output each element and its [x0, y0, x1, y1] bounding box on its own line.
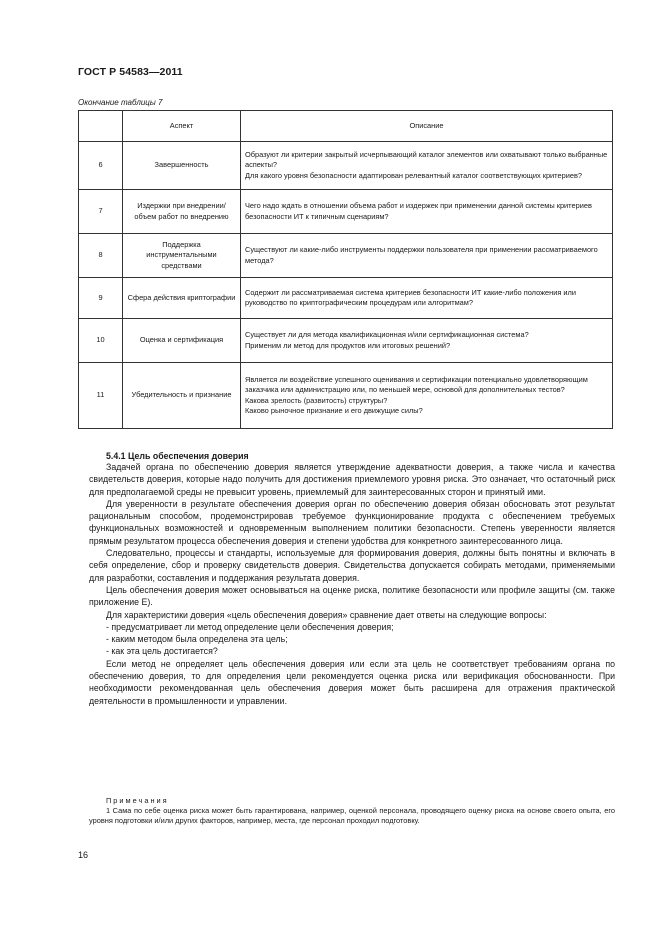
paragraph: Для уверенности в результате обеспечения доверия орган по обеспечению доверия обязан обосновать этот результат рациональным способом, продемонстрировав требуемое функционирование продукта с обеспечением требуемых функциональных возможностей и одновременным выполнением политики безопасности. Степень уверенности является прямым результатом процесса обеспечения доверия и степени удобства для конкретного заинтересованного лица. [89, 498, 615, 546]
table-header-row [79, 111, 613, 142]
paragraph: Для характеристики доверия «цель обеспечения доверия» сравнение дает ответы на следующие вопросы: [106, 609, 547, 620]
standard-number: ГОСТ Р 54583—2011 [78, 66, 183, 78]
row-description: Содержит ли рассматриваемая система критериев безопасности ИТ какие-либо положения или руководство по криптографическим процедурам или алгоритмам? [241, 278, 613, 319]
table-row [79, 234, 613, 278]
row-number: 8 [79, 234, 123, 278]
row-description: Образуют ли критерии закрытый исчерпывающий каталог элементов или охватывают только выбранные аспекты? Для какого уровня безопасности адаптирован релевантный каталог соответствующих критериев? [241, 142, 613, 190]
row-aspect: Сфера действия криптографии [123, 278, 241, 319]
section-body [89, 461, 615, 707]
table-row [79, 190, 613, 234]
table-row [79, 319, 613, 363]
row-description: Является ли воздействие успешного оценивания и сертификации потенциально удовлетворяющим заказчика или администрацию или, по меньшей мере, основой для дополнительных тестов? Какова зрелость (развитость) структуры? Каково рыночное признание и его движущие силы? [241, 363, 613, 429]
paragraph: Следовательно, процессы и стандарты, используемые для формирования доверия, должны быть понятны и включать в себя определение, сбор и проверку свидетельств доверия. Свидетельства допускается собирать методами, применяемыми для разработки, составления и поддержания результата доверия. [89, 548, 615, 583]
list-item: - предусматривает ли метод определение цели обеспечения доверия; [106, 621, 394, 632]
list-item: - как эта цель достигается? [106, 646, 218, 657]
row-aspect: Завершенность [123, 142, 241, 190]
table-row [79, 278, 613, 319]
paragraph: Задачей органа по обеспечению доверия является утверждение адекватности доверия, а также числа и качества свидетельств доверия, которые надо получить для достижения приемлемого уровня риска. Это означает, что остаточный риск для предполагаемой среды не превысит уровень, приемлемый для заинтересованных сторон и принятый ими. [89, 462, 615, 497]
row-description: Чего надо ждать в отношении объема работ и издержек при применении данной системы критериев безопасности ИТ к типичным сценариям? [241, 190, 613, 234]
row-aspect: Поддержка инструментальными средствами [123, 234, 241, 278]
paragraph: Цель обеспечения доверия может основываться на оценке риска, политике безопасности или профиле защиты (см. также приложение Е). [89, 584, 615, 608]
table-row [79, 363, 613, 429]
column-header-description: Описание [241, 111, 613, 142]
row-number: 11 [79, 363, 123, 429]
column-header-number [79, 111, 123, 142]
row-aspect: Убедительность и признание [123, 363, 241, 429]
column-header-aspect: Аспект [123, 111, 241, 142]
section-heading: 5.4.1 Цель обеспечения доверия [106, 451, 249, 461]
notes-block [89, 796, 615, 827]
row-number: 6 [79, 142, 123, 190]
row-description: Существуют ли какие-либо инструменты поддержки пользователя при применении рассматриваемого метода? [241, 234, 613, 278]
row-number: 7 [79, 190, 123, 234]
list-item: - каким методом была определена эта цель; [106, 634, 288, 645]
table-7 [78, 110, 613, 429]
row-description: Существует ли для метода квалификационная и/или сертификационная система? Применим ли метод для продуктов или итоговых решений? [241, 319, 613, 363]
notes-heading: Примечания [106, 796, 169, 805]
paragraph: Если метод не определяет цель обеспечения доверия или если эта цель не соответствует требованиям органа по обеспечению доверия, то для определения цели рекомендуется оценка риска или верификация обоснованности. При необходимости рекомендованная цель обеспечения доверия может быть расширена для отражения практической деятельности в промышленности и управлении. [89, 658, 615, 706]
row-number: 9 [79, 278, 123, 319]
table-caption: Окончание таблицы 7 [78, 98, 163, 107]
row-number: 10 [79, 319, 123, 363]
note-item: 1 Сама по себе оценка риска может быть гарантирована, например, оценкой персонала, проводящего оценку риска на основе своего опыта, его уровня подготовки и/или других факторов, например, места, где персонал проходил подготовку. [89, 806, 615, 826]
table-row [79, 142, 613, 190]
page-number: 16 [78, 850, 89, 860]
row-aspect: Издержки при внедрении/объем работ по внедрению [123, 190, 241, 234]
row-aspect: Оценка и сертификация [123, 319, 241, 363]
